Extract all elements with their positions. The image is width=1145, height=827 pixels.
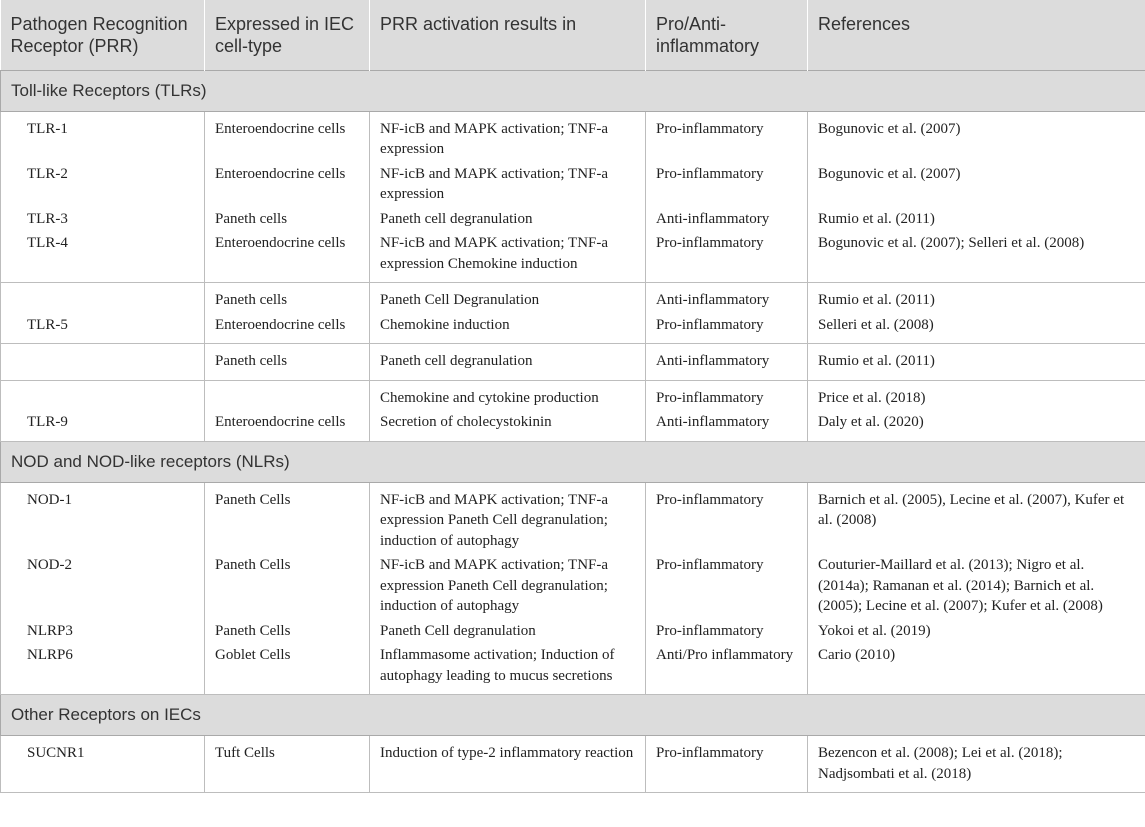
prr-cell: NLRP6 xyxy=(1,641,205,695)
table-row xyxy=(1,205,1145,230)
inflammatory-cell: Pro-inflammatory xyxy=(646,311,808,344)
header-inflammatory: Pro/Anti-inflammatory xyxy=(646,0,808,70)
header-prr: Pathogen Recognition Receptor (PRR) xyxy=(1,0,205,70)
table-row xyxy=(1,551,1145,617)
result-cell: Secretion of cholecystokinin xyxy=(370,408,646,441)
table-row xyxy=(1,344,1145,381)
cell-type-cell xyxy=(205,380,370,408)
cell-type-cell: Paneth Cells xyxy=(205,551,370,617)
inflammatory-cell: Pro-inflammatory xyxy=(646,229,808,283)
table-row xyxy=(1,111,1145,160)
result-cell: NF-icB and MAPK activation; TNF-a expression Chemokine induction xyxy=(370,229,646,283)
cell-type-cell: Paneth cells xyxy=(205,283,370,311)
section-row xyxy=(1,70,1145,111)
result-cell: NF-icB and MAPK activation; TNF-a expression xyxy=(370,111,646,160)
table-row xyxy=(1,482,1145,551)
inflammatory-cell: Anti/Pro inflammatory xyxy=(646,641,808,695)
inflammatory-cell: Pro-inflammatory xyxy=(646,482,808,551)
prr-cell xyxy=(1,344,205,381)
table-row xyxy=(1,160,1145,205)
table-row xyxy=(1,617,1145,642)
prr-cell: TLR-4 xyxy=(1,229,205,283)
table-body xyxy=(1,70,1145,793)
references-cell: Rumio et al. (2011) xyxy=(808,283,1145,311)
table-row xyxy=(1,380,1145,408)
inflammatory-cell: Pro-inflammatory xyxy=(646,617,808,642)
references-cell: Bogunovic et al. (2007) xyxy=(808,111,1145,160)
header-row xyxy=(1,0,1145,70)
references-cell: Price et al. (2018) xyxy=(808,380,1145,408)
table-row xyxy=(1,641,1145,695)
cell-type-cell: Enteroendocrine cells xyxy=(205,160,370,205)
result-cell: Paneth cell degranulation xyxy=(370,344,646,381)
inflammatory-cell: Pro-inflammatory xyxy=(646,380,808,408)
cell-type-cell: Paneth Cells xyxy=(205,482,370,551)
inflammatory-cell: Anti-inflammatory xyxy=(646,283,808,311)
header-references: References xyxy=(808,0,1145,70)
inflammatory-cell: Anti-inflammatory xyxy=(646,408,808,441)
result-cell: Paneth Cell Degranulation xyxy=(370,283,646,311)
result-cell: Chemokine and cytokine production xyxy=(370,380,646,408)
references-cell: Selleri et al. (2008) xyxy=(808,311,1145,344)
section-row xyxy=(1,695,1145,736)
cell-type-cell: Enteroendocrine cells xyxy=(205,111,370,160)
prr-cell: TLR-9 xyxy=(1,408,205,441)
section-title: Toll-like Receptors (TLRs) xyxy=(1,70,1145,111)
prr-cell: NOD-2 xyxy=(1,551,205,617)
cell-type-cell: Paneth cells xyxy=(205,344,370,381)
cell-type-cell: Enteroendocrine cells xyxy=(205,408,370,441)
references-cell: Couturier-Maillard et al. (2013); Nigro et al. (2014a); Ramanan et al. (2014); Barnich et al. (2005); Lecine et al. (2007); Kufer et al. (2008) xyxy=(808,551,1145,617)
result-cell: Inflammasome activation; Induction of autophagy leading to mucus secretions xyxy=(370,641,646,695)
prr-cell: TLR-3 xyxy=(1,205,205,230)
result-cell: NF-icB and MAPK activation; TNF-a expression Paneth Cell degranulation; induction of autophagy xyxy=(370,482,646,551)
inflammatory-cell: Pro-inflammatory xyxy=(646,160,808,205)
references-cell: Cario (2010) xyxy=(808,641,1145,695)
prr-cell xyxy=(1,283,205,311)
references-cell: Daly et al. (2020) xyxy=(808,408,1145,441)
references-cell: Yokoi et al. (2019) xyxy=(808,617,1145,642)
header-cell-type: Expressed in IEC cell-type xyxy=(205,0,370,70)
result-cell: NF-icB and MAPK activation; TNF-a expression xyxy=(370,160,646,205)
inflammatory-cell: Pro-inflammatory xyxy=(646,551,808,617)
section-row xyxy=(1,441,1145,482)
section-title: NOD and NOD-like receptors (NLRs) xyxy=(1,441,1145,482)
prr-cell: NLRP3 xyxy=(1,617,205,642)
inflammatory-cell: Pro-inflammatory xyxy=(646,736,808,793)
prr-cell: SUCNR1 xyxy=(1,736,205,793)
table-row xyxy=(1,408,1145,441)
references-cell: Rumio et al. (2011) xyxy=(808,344,1145,381)
references-cell: Barnich et al. (2005), Lecine et al. (2007), Kufer et al. (2008) xyxy=(808,482,1145,551)
table-row xyxy=(1,283,1145,311)
prr-cell xyxy=(1,380,205,408)
cell-type-cell: Paneth Cells xyxy=(205,617,370,642)
cell-type-cell: Paneth cells xyxy=(205,205,370,230)
references-cell: Bogunovic et al. (2007) xyxy=(808,160,1145,205)
cell-type-cell: Tuft Cells xyxy=(205,736,370,793)
result-cell: Paneth Cell degranulation xyxy=(370,617,646,642)
prr-cell: TLR-2 xyxy=(1,160,205,205)
inflammatory-cell: Anti-inflammatory xyxy=(646,205,808,230)
references-cell: Bogunovic et al. (2007); Selleri et al. (2008) xyxy=(808,229,1145,283)
prr-cell: NOD-1 xyxy=(1,482,205,551)
inflammatory-cell: Anti-inflammatory xyxy=(646,344,808,381)
table-row xyxy=(1,311,1145,344)
cell-type-cell: Enteroendocrine cells xyxy=(205,229,370,283)
result-cell: NF-icB and MAPK activation; TNF-a expression Paneth Cell degranulation; induction of autophagy xyxy=(370,551,646,617)
header-result: PRR activation results in xyxy=(370,0,646,70)
prr-cell: TLR-1 xyxy=(1,111,205,160)
cell-type-cell: Goblet Cells xyxy=(205,641,370,695)
result-cell: Paneth cell degranulation xyxy=(370,205,646,230)
inflammatory-cell: Pro-inflammatory xyxy=(646,111,808,160)
result-cell: Chemokine induction xyxy=(370,311,646,344)
references-cell: Bezencon et al. (2008); Lei et al. (2018); Nadjsombati et al. (2018) xyxy=(808,736,1145,793)
prr-cell: TLR-5 xyxy=(1,311,205,344)
table-row xyxy=(1,229,1145,283)
references-cell: Rumio et al. (2011) xyxy=(808,205,1145,230)
section-title: Other Receptors on IECs xyxy=(1,695,1145,736)
result-cell: Induction of type-2 inflammatory reaction xyxy=(370,736,646,793)
table-row xyxy=(1,736,1145,793)
cell-type-cell: Enteroendocrine cells xyxy=(205,311,370,344)
